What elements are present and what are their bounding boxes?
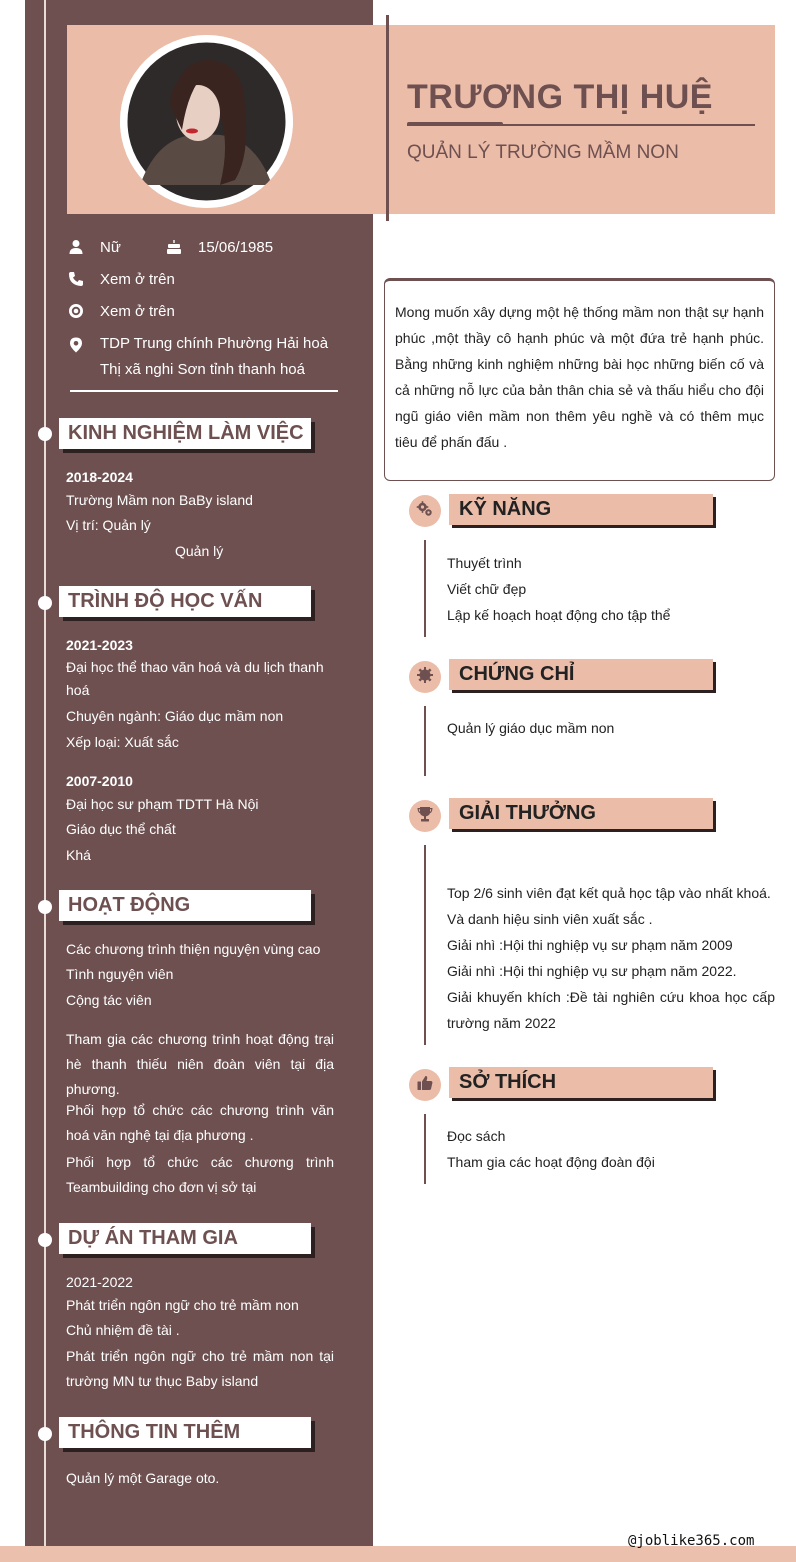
hobbies-title: SỞ THÍCH [459, 1071, 557, 1093]
certificates-icon-circle [409, 661, 441, 693]
certificate-item: Quản lý giáo dục mầm non [447, 720, 615, 736]
education-period: 2021-2023 [66, 637, 133, 653]
job-title: QUẢN LÝ TRƯỜNG MẦM NON [407, 142, 679, 163]
activity-line: Tình nguyện viên [66, 966, 174, 982]
email-value: Xem ở trên [100, 302, 175, 320]
section-line [424, 540, 426, 637]
name-underline-accent [407, 122, 503, 126]
additional-heading [59, 1417, 311, 1448]
timeline-line [44, 0, 46, 1546]
hobbies-heading [449, 1067, 713, 1098]
hobbies-icon-circle [409, 1069, 441, 1101]
trophy-icon [416, 805, 434, 828]
user-icon [67, 238, 85, 256]
timeline-dot [38, 1427, 52, 1441]
education-heading [59, 586, 311, 617]
timeline-dot [38, 596, 52, 610]
project-period: 2021-2022 [66, 1274, 133, 1290]
education-title: TRÌNH ĐỘ HỌC VẤN [68, 590, 263, 612]
contact-email [67, 302, 175, 320]
map-pin-icon [67, 336, 85, 354]
skill-item: Thuyết trình [447, 555, 522, 571]
award-item: Giải nhì :Hội thi nghiệp vụ sư phạm năm 2022. [447, 963, 737, 979]
skills-icon-circle [409, 495, 441, 527]
certificates-heading [449, 659, 713, 690]
cog-icon [416, 666, 434, 689]
address-line-2: Thị xã nghi Sơn tỉnh thanh hoá [100, 361, 305, 378]
awards-heading [449, 798, 713, 829]
experience-description: Quản lý [175, 543, 224, 559]
project-role: Chủ nhiệm đề tài . [66, 1322, 180, 1338]
certificates-title: CHỨNG CHỈ [459, 663, 575, 685]
cake-icon [165, 238, 183, 256]
experience-heading [59, 418, 311, 449]
experience-title: KINH NGHIỆM LÀM VIỆC [68, 422, 304, 444]
avatar [120, 35, 293, 208]
additional-title: THÔNG TIN THÊM [68, 1421, 241, 1443]
award-item: Giải khuyến khích :Đề tài nghiên cứu khoa học cấp trường năm 2022 [447, 989, 775, 1031]
awards-title: GIẢI THƯỞNG [459, 802, 596, 824]
activity-paragraph: Tham gia các chương trình hoạt động trại hè thanh thiếu niên đoàn viên tại địa phương. [66, 1031, 334, 1097]
skills-heading [449, 494, 713, 525]
contact-divider [70, 390, 338, 392]
section-line [424, 1114, 426, 1184]
contact-phone [67, 270, 175, 288]
education-major: Giáo dục thể chất [66, 821, 176, 837]
birthday-value: 15/06/1985 [198, 238, 274, 256]
phone-icon [67, 270, 85, 288]
gears-icon [416, 500, 434, 523]
activity-paragraph: Phối hợp tổ chức các chương trình văn hoá văn nghệ tại địa phương . [66, 1102, 334, 1143]
experience-company: Trường Mầm non BaBy island [66, 492, 253, 508]
section-line [424, 706, 426, 776]
additional-text: Quản lý một Garage oto. [66, 1470, 220, 1486]
hobby-item: Tham gia các hoạt động đoàn đội [447, 1154, 655, 1170]
experience-period: 2018-2024 [66, 469, 133, 485]
projects-title: DỰ ÁN THAM GIA [68, 1227, 238, 1249]
education-school: Đại học sư phạm TDTT Hà Nội [66, 796, 259, 812]
contact-address [67, 334, 328, 386]
header-divider [386, 15, 389, 221]
skills-title: KỸ NĂNG [459, 498, 552, 520]
phone-value: Xem ở trên [100, 270, 175, 288]
education-grade: Xếp loại: Xuất sắc [66, 734, 179, 750]
education-grade: Khá [66, 847, 91, 863]
section-line [424, 845, 426, 1045]
skill-item: Viết chữ đẹp [447, 581, 527, 597]
timeline-dot [38, 427, 52, 441]
activity-line: Cộng tác viên [66, 992, 152, 1008]
watermark: @joblike365.com [628, 1533, 755, 1549]
timeline-dot [38, 900, 52, 914]
education-school: Đại học thể thao văn hoá và du lịch thanh hoá [66, 659, 324, 698]
objective-text: Mong muốn xây dựng một hệ thống mầm non thật sự hạnh phúc ,một thầy cô hạnh phúc và một đứa trẻ hạnh phúc. Bằng những kinh nghiệm những bài học những biến cố và cả những nỗ lực của bản thân chia sẻ và thấu hiểu cho đội ngũ giáo viên mầm non thêm yêu nghề và có thêm mục tiêu để phấn đấu . [395, 304, 764, 450]
activity-line: Các chương trình thiện nguyện vùng cao [66, 941, 321, 957]
project-name: Phát triển ngôn ngữ cho trẻ mầm non [66, 1297, 299, 1313]
activities-heading [59, 890, 311, 921]
at-icon [67, 302, 85, 320]
experience-position: Vị trí: Quản lý [66, 517, 151, 533]
awards-icon-circle [409, 800, 441, 832]
contact-birthday [165, 238, 273, 256]
timeline-dot [38, 1233, 52, 1247]
thumbs-up-icon [416, 1074, 434, 1097]
contact-gender [67, 238, 121, 256]
project-description: Phát triển ngôn ngữ cho trẻ mầm non tại trường MN tư thục Baby island [66, 1348, 334, 1389]
activity-paragraph: Phối hợp tổ chức các chương trình Teambuilding cho đơn vị sở tại [66, 1154, 334, 1195]
education-major: Chuyên ngành: Giáo dục mầm non [66, 708, 284, 724]
address-line-1: TDP Trung chính Phường Hải hoà [100, 335, 329, 352]
objective-box [384, 278, 775, 481]
gender-value: Nữ [100, 238, 121, 256]
award-item: Và danh hiệu sinh viên xuất sắc . [447, 911, 653, 927]
activities-title: HOẠT ĐỘNG [68, 894, 191, 916]
projects-heading [59, 1223, 311, 1254]
award-item: Giải nhì :Hội thi nghiệp vụ sư phạm năm 2009 [447, 937, 733, 953]
award-item: Top 2/6 sinh viên đạt kết quả học tập vào nhất khoá. [447, 885, 771, 901]
full-name: TRƯƠNG THỊ HUỆ [407, 78, 713, 116]
skill-item: Lập kế hoạch hoạt động cho tập thể [447, 607, 671, 623]
hobby-item: Đọc sách [447, 1128, 506, 1144]
education-period: 2007-2010 [66, 773, 133, 789]
